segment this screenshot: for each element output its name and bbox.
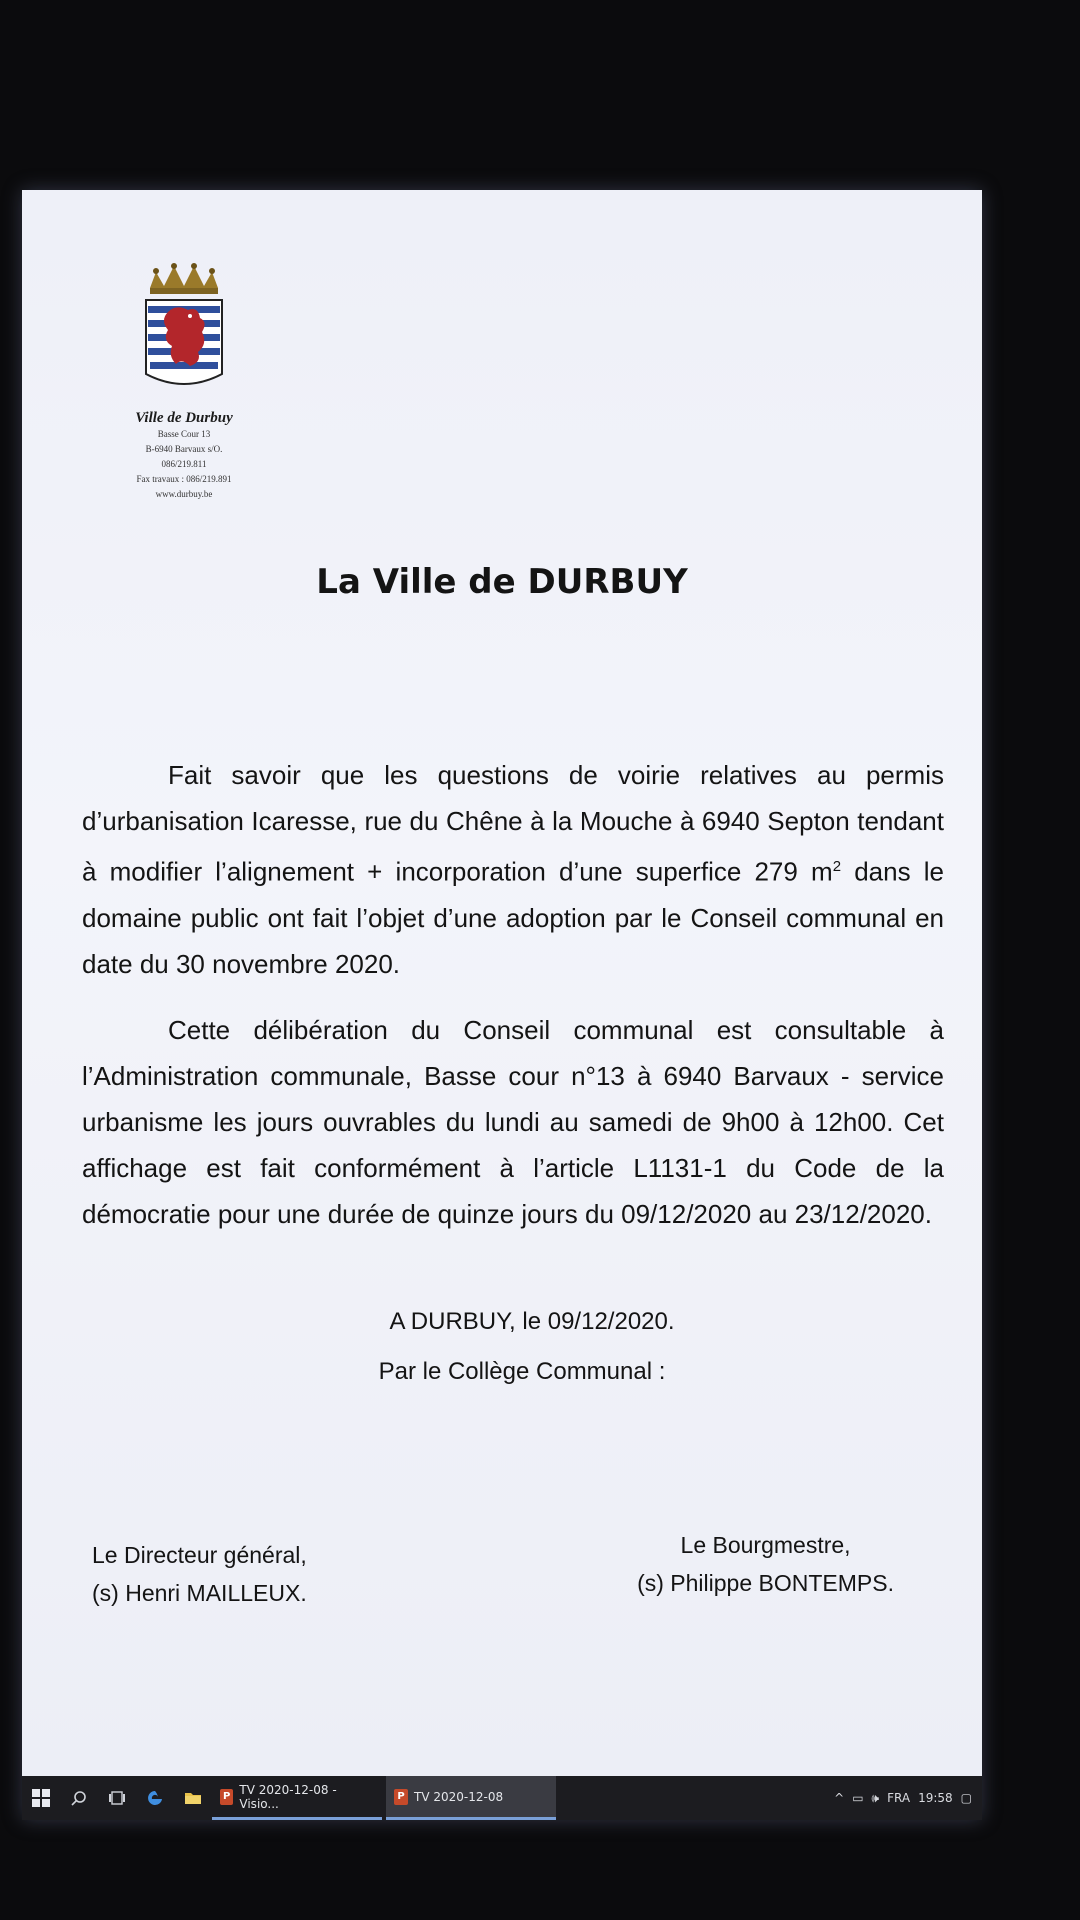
powerpoint-icon: P [394,1789,408,1805]
website-line: www.durbuy.be [155,489,213,499]
place-and-date: A DURBUY, le 09/12/2020. [389,1308,675,1335]
battery-icon[interactable]: ▭ [852,1791,864,1805]
windows-logo-icon [32,1789,50,1807]
postal-line: B-6940 Barvaux s/O. [145,444,223,454]
language-indicator[interactable]: FRA [887,1791,911,1805]
paragraph-adoption-text-end: dans le domaine public ont fait l’objet d’une adoption par le Conseil communal en date du 30 novembre 2020. [82,856,944,979]
mayor-name: (s) Philippe BONTEMPS. [637,1570,894,1596]
director-name: (s) Henri MAILLEUX. [92,1580,307,1606]
task-view-icon[interactable] [98,1776,136,1820]
file-explorer-icon[interactable] [174,1776,212,1820]
notice-document [22,190,982,1798]
paragraph-adoption [82,752,944,987]
edge-browser-icon[interactable] [136,1776,174,1820]
signature-director [92,1536,307,1612]
system-tray [834,1776,982,1820]
taskbar-app-visio[interactable] [212,1776,382,1820]
paragraph-adoption-text: Fait savoir que les questions de voirie relatives au permis d’urbanisation Icaresse, rue du Chêne à la Mouche à 6940 Septon tendant à modifier l’alignement + incorporation d’une superfice 279 m [82,760,944,887]
taskbar [22,1776,982,1820]
taskbar-app-label: TV 2020-12-08 [414,1789,504,1804]
volume-icon[interactable]: 🕪 [871,1790,880,1805]
durbuy-coat-of-arms-icon [142,262,226,402]
notice-body [82,752,944,1257]
clock[interactable]: 19:58 [918,1791,953,1805]
college-line: Par le Collège Communal : [378,1358,666,1385]
powerpoint-icon: P [220,1789,233,1805]
letterhead [94,262,274,502]
superscript-two: 2 [832,858,842,875]
notice-title: La Ville de DURBUY [316,562,688,602]
mayor-role: Le Bourgmestre, [680,1532,851,1558]
chevron-up-icon[interactable]: ^ [834,1791,845,1805]
fax-line: Fax travaux : 086/219.891 [136,474,232,484]
search-icon[interactable] [60,1776,98,1820]
taskbar-app-slideshow[interactable] [386,1776,556,1820]
town-name: Ville de Durbuy [135,410,233,426]
address-line: Basse Cour 13 [157,429,211,439]
signature-mayor [637,1526,894,1602]
paragraph-consultation: Cette délibération du Conseil communal est consultable à l’Administration communale, Basse cour n°13 à 6940 Barvaux - service urbanisme les jours ouvrables du lundi au samedi de 9h00 à 12h00. Cet affichage est fait conformément à l’article L1131-1 du Code de la démocratie pour une durée de quinze jours du 09/12/2020 au 23/12/2020. [82,1014,944,1229]
start-button[interactable] [22,1776,60,1820]
taskbar-app-label: TV 2020-12-08 - Visio... [239,1782,337,1811]
monitor-screen [22,190,982,1820]
notification-icon[interactable]: ▢ [960,1791,972,1805]
director-role: Le Directeur général, [92,1542,307,1568]
phone-line: 086/219.811 [161,459,207,469]
